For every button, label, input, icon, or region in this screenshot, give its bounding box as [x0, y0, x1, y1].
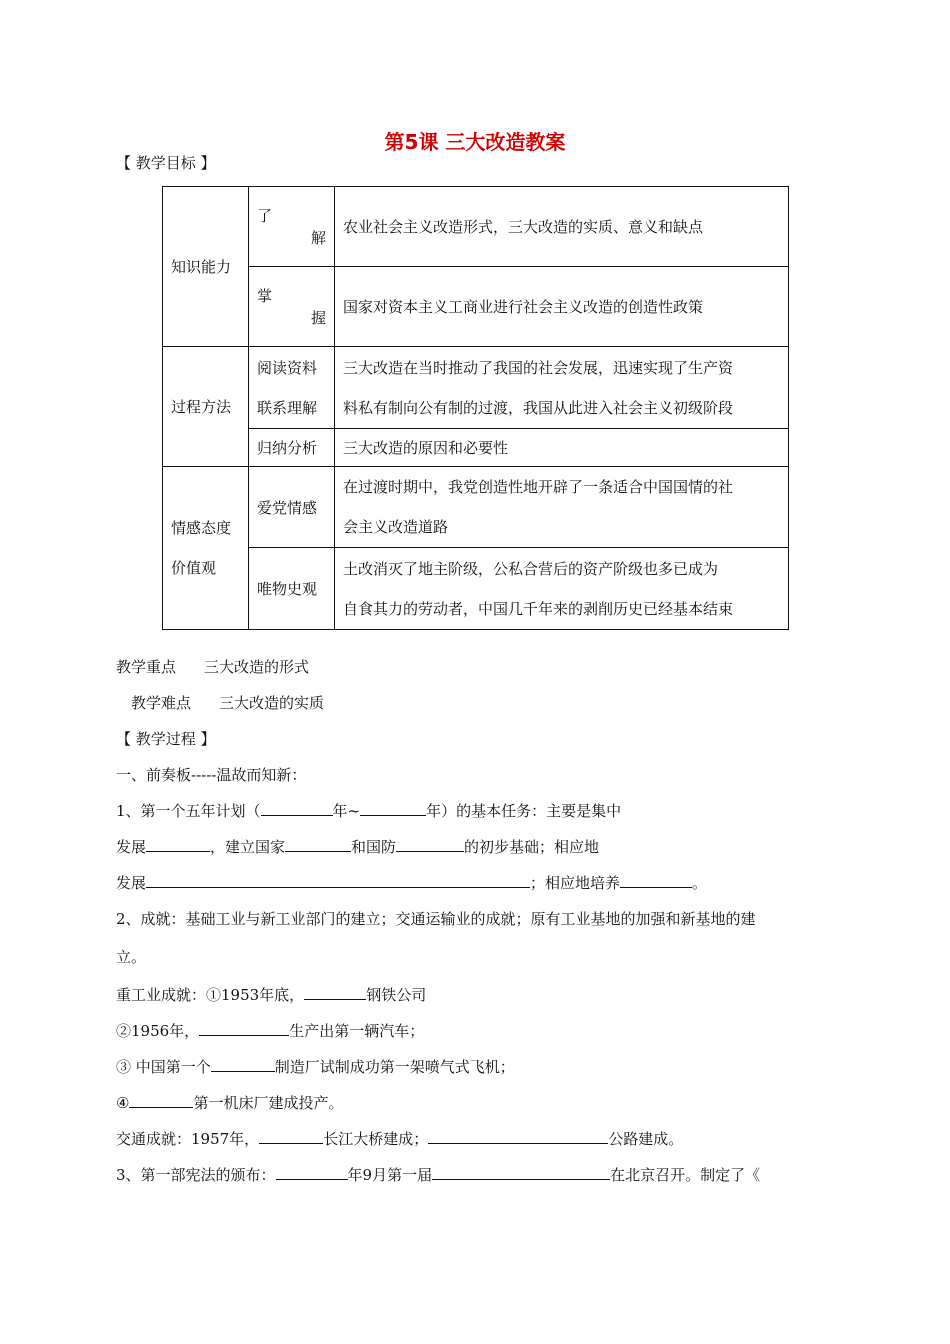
traffic-achievements: 交通成就：1957年， 长江大桥建成； 公路建成。: [116, 1130, 684, 1148]
process-content-reading: 三大改造在当时推动了我国的社会发展，迅速实现了生产资 料私有制向公有制的过渡，我国从此进入社会主义初级阶段: [335, 347, 789, 429]
process-heading: 【 教学过程 】: [116, 730, 216, 748]
page-title: 第5课 三大改造教案: [384, 130, 566, 154]
blank[interactable]: [146, 837, 210, 852]
question-1-line-1: 1、第一个五年计划（ 年~ 年）的基本任务：主要是集中: [116, 802, 622, 820]
heavy-industry-4: ④ 第一机床厂建成投产。: [116, 1094, 344, 1112]
blank[interactable]: [285, 837, 351, 852]
section-review: 一、前奏板-----温故而知新：: [116, 766, 307, 784]
goals-heading: 【 教学目标 】: [116, 154, 216, 172]
process-content-summary: 三大改造的原因和必要性: [335, 429, 789, 467]
process-sub-reading: 阅读资料 联系理解: [249, 347, 335, 429]
knowledge-sub-understand: 了 解: [249, 187, 335, 267]
knowledge-content-understand: 农业社会主义改造形式，三大改造的实质、意义和缺点: [335, 187, 789, 267]
heavy-industry-3: ③ 中国第一个 制造厂试制成功第一架喷气式飞机；: [116, 1058, 515, 1076]
heavy-industry-2: ②1956年， 生产出第一辆汽车；: [116, 1022, 425, 1040]
question-3: 3、第一部宪法的颁布： 年9月第一届 在北京召开。制定了《: [116, 1166, 761, 1184]
emotion-sub-materialism: 唯物史观: [249, 548, 335, 630]
question-2-line-1: 2、成就：基础工业与新工业部门的建立；交通运输业的成就；原有工业基地的加强和新基地的建: [116, 910, 756, 928]
blank[interactable]: [261, 801, 333, 816]
blank[interactable]: [211, 1057, 275, 1072]
goals-table: [162, 186, 789, 630]
blank[interactable]: [129, 1093, 193, 1108]
blank[interactable]: [396, 837, 464, 852]
blank[interactable]: [304, 985, 366, 1000]
knowledge-sub-master: 掌 握: [249, 267, 335, 347]
blank[interactable]: [276, 1165, 348, 1180]
process-sub-summary: 归纳分析: [249, 429, 335, 467]
emotion-label: 情感态度 价值观: [163, 467, 249, 630]
blank[interactable]: [360, 801, 426, 816]
emotion-content-materialism: 土改消灭了地主阶级，公私合营后的资产阶级也多已成为 自食其力的劳动者，中国几千年来的剥削历史已经基本结束: [335, 548, 789, 630]
blank[interactable]: [620, 873, 692, 888]
emotion-content-party: 在过渡时期中，我党创造性地开辟了一条适合中国国情的社 会主义改造道路: [335, 467, 789, 548]
question-1-line-3: 发展 ；相应地培养 。: [116, 874, 708, 892]
heavy-industry-1: 重工业成就：①1953年底， 钢铁公司: [116, 986, 427, 1004]
question-2-line-2: 立。: [116, 948, 147, 966]
blank[interactable]: [259, 1129, 323, 1144]
blank[interactable]: [199, 1021, 289, 1036]
knowledge-label: 知识能力: [163, 187, 249, 347]
key-point: 教学重点 三大改造的形式: [116, 658, 310, 676]
knowledge-content-master: 国家对资本主义工商业进行社会主义改造的创造性政策: [335, 267, 789, 347]
difficult-point: 教学难点 三大改造的实质: [131, 694, 325, 712]
blank[interactable]: [146, 873, 530, 888]
blank[interactable]: [432, 1165, 610, 1180]
question-1-line-2: 发展 ，建立国家 和国防 的初步基础；相应地: [116, 838, 600, 856]
blank[interactable]: [428, 1129, 608, 1144]
process-label: 过程方法: [163, 347, 249, 467]
emotion-sub-party: 爱党情感: [249, 467, 335, 548]
